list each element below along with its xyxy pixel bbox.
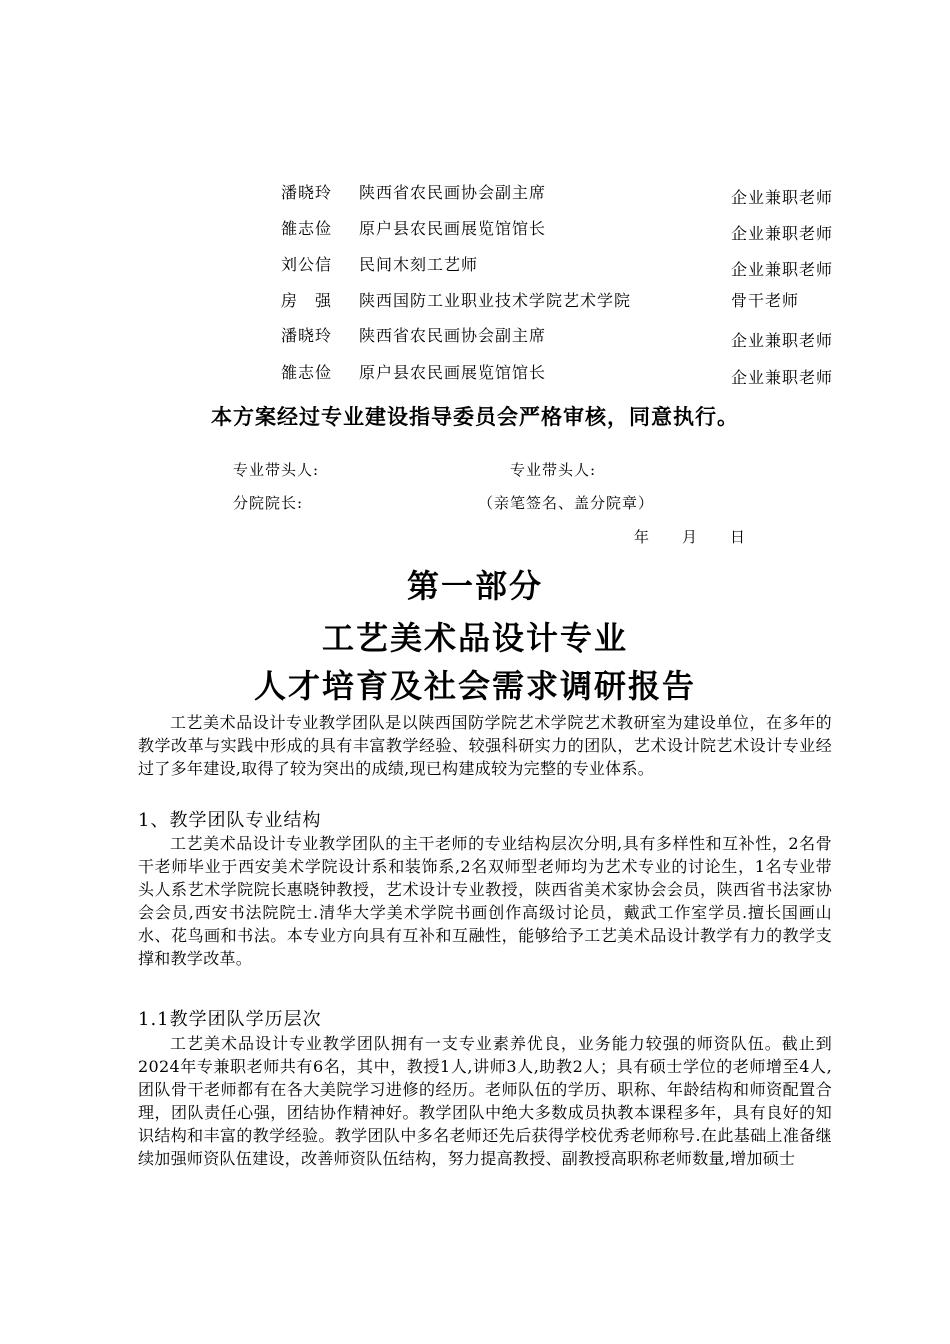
staff-name: 潘晓玲: [281, 183, 333, 202]
staff-org: 原户县农民画展览馆馆长: [359, 219, 547, 238]
staff-org: 原户县农民画展览馆馆长: [359, 363, 547, 382]
signature-label-dean: 分院院长:: [233, 494, 304, 512]
staff-name: 房 强: [281, 291, 333, 310]
intro-paragraph: 工艺美术品设计专业教学团队是以陕西国防学院艺术学院艺术教研室为建设单位，在多年的教学改革与实践中形成的具有丰富教学经验、较强科研实力的团队，艺术设计院艺术设计专业经过了多年建设,取得了较为突出的成绩,现已构建成较为完整的专业体系。: [138, 713, 832, 778]
staff-org: 陕西国防工业职业技术学院艺术学院: [359, 291, 632, 310]
part-title: 第一部分: [406, 567, 543, 605]
staff-name: 刘公信: [281, 255, 333, 274]
section-heading: 1.1教学团队学历层次: [138, 1009, 322, 1030]
signature-label-leader: 专业带头人:: [233, 461, 320, 479]
section-heading: 1、教学团队专业结构: [138, 810, 322, 831]
staff-role: 企业兼职老师: [731, 331, 834, 350]
staff-role: 骨干老师: [731, 291, 800, 310]
staff-name: 雒志俭: [281, 363, 333, 382]
seal-note: （亲笔签名、盖分院章）: [478, 494, 655, 512]
signature-label-leader: 专业带头人:: [510, 461, 597, 479]
staff-role: 企业兼职老师: [731, 224, 834, 243]
staff-name: 雒志俭: [281, 219, 333, 238]
staff-org: 陕西省农民画协会副主席: [359, 326, 547, 345]
staff-name: 潘晓玲: [281, 326, 333, 345]
approval-statement: 本方案经过专业建设指导委员会严格审核，同意执行。: [211, 405, 739, 429]
staff-role: 企业兼职老师: [731, 188, 834, 207]
report-title: 人才培育及社会需求调研报告: [253, 667, 696, 705]
staff-role: 企业兼职老师: [731, 260, 834, 279]
major-title: 工艺美术品设计专业: [321, 619, 628, 657]
staff-org: 民间木刻工艺师: [359, 255, 479, 274]
staff-org: 陕西省农民画协会副主席: [359, 183, 547, 202]
staff-role: 企业兼职老师: [731, 368, 834, 387]
body-paragraph: 工艺美术品设计专业教学团队的主干老师的专业结构层次分明,具有多样性和互补性，2名骨干老师毕业于西安美术学院设计系和装饰系,2名双师型老师均为艺术专业的讨论生，1名专业带头人系艺术学院院长惠晓钟教授，艺术设计专业教授，陕西省美术家协会会员，陕西省书法家协会会员,西安书法院院士.清华大学美术学院书画创作高级讨论员，戴武工作室学员.擅长国画山水、花鸟画和书法。本专业方向具有互补和互融性，能够给予工艺美术品设计教学有力的教学支撑和教学改革。: [138, 834, 832, 968]
signature-date: 年 月 日: [634, 528, 747, 546]
body-paragraph: 工艺美术品设计专业教学团队拥有一支专业素养优良，业务能力较强的师资队伍。截止到2024年专兼职老师共有6名，其中，教授1人,讲师3人,助教2人；具有硕士学位的老师增至4人,团队骨干老师都有在各大美院学习进修的经历。老师队伍的学历、职称、年龄结构和师资配置合理，团队责任心强，团结协作精神好。教学团队中绝大多数成员执教本课程多年，具有良好的知识结构和丰富的教学经验。教学团队中多名老师还先后获得学校优秀老师称号.在此基础上准备继续加强师资队伍建设，改善师资队伍结构，努力提高教授、副教授高职称老师数量,增加硕士: [138, 1034, 832, 1168]
